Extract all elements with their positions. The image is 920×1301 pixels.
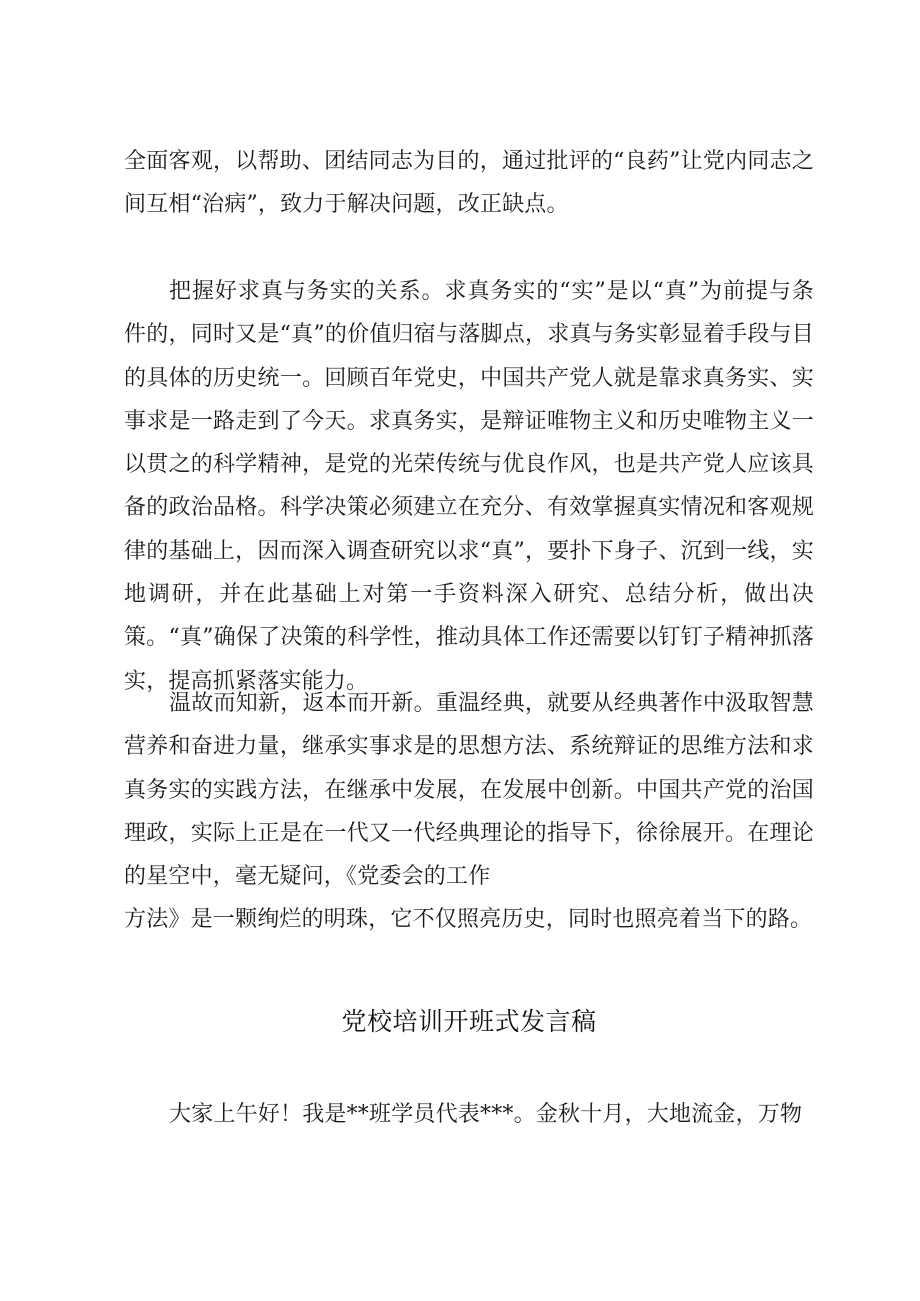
paragraph-greeting: 大家上午好！我是**班学员代表***。金秋十月，大地流金，万物 xyxy=(169,1102,803,1127)
paragraph-criticism: 全面客观，以帮助、团结同志为目的，通过批评的“良药”让党内同志之间互相“治病”，致力于解决问题，改正缺点。 xyxy=(124,149,814,218)
paragraph-review-classics xyxy=(124,682,814,942)
paragraph-review-classics-part-2: 方法》是一颗绚烂的明珠，它不仅照亮历史，同时也照亮着当下的路。 xyxy=(124,907,813,933)
paragraph-truth-and-pragmatism: 把握好求真与务实的关系。求真务实的“实”是以“真”为前提与条件的，同时又是“真”的价值归宿与落脚点，求真与务实彰显着手段与目的具体的历史统一。回顾百年党史，中国共产党人就是靠求真务实、实事求是一路走到了今天。求真务实，是辩证唯物主义和历史唯物主义一以贯之的科学精神，是党的光荣传统与优良作风，也是共产党人应该具备的政治品格。科学决策必须建立在充分、有效掌握真实情况和客观规律的基础上，因而深入调查研究以求“真”，要扑下身子、沉到一线，实地调研，并在此基础上对第一手资料深入研究、总结分析，做出决策。“真”确保了决策的科学性，推动具体工作还需要以钉钉子精神抓落实，提高抓紧落实能力。 xyxy=(124,279,814,694)
section-heading: 党校培训开班式发言稿 xyxy=(341,1007,597,1036)
paragraph-review-classics-part-1: 温故而知新，返本而开新。重温经典，就要从经典著作中汲取智慧营养和奋进力量，继承实事求是的思想方法、系统辩证的思维方法和求真务实的实践方法，在继承中发展，在发展中创新。中国共产党的治国理政，实际上正是在一代又一代经典理论的指导下，徐徐展开。在理论的星空中，毫无疑问，《党委会的工作 xyxy=(124,691,814,890)
